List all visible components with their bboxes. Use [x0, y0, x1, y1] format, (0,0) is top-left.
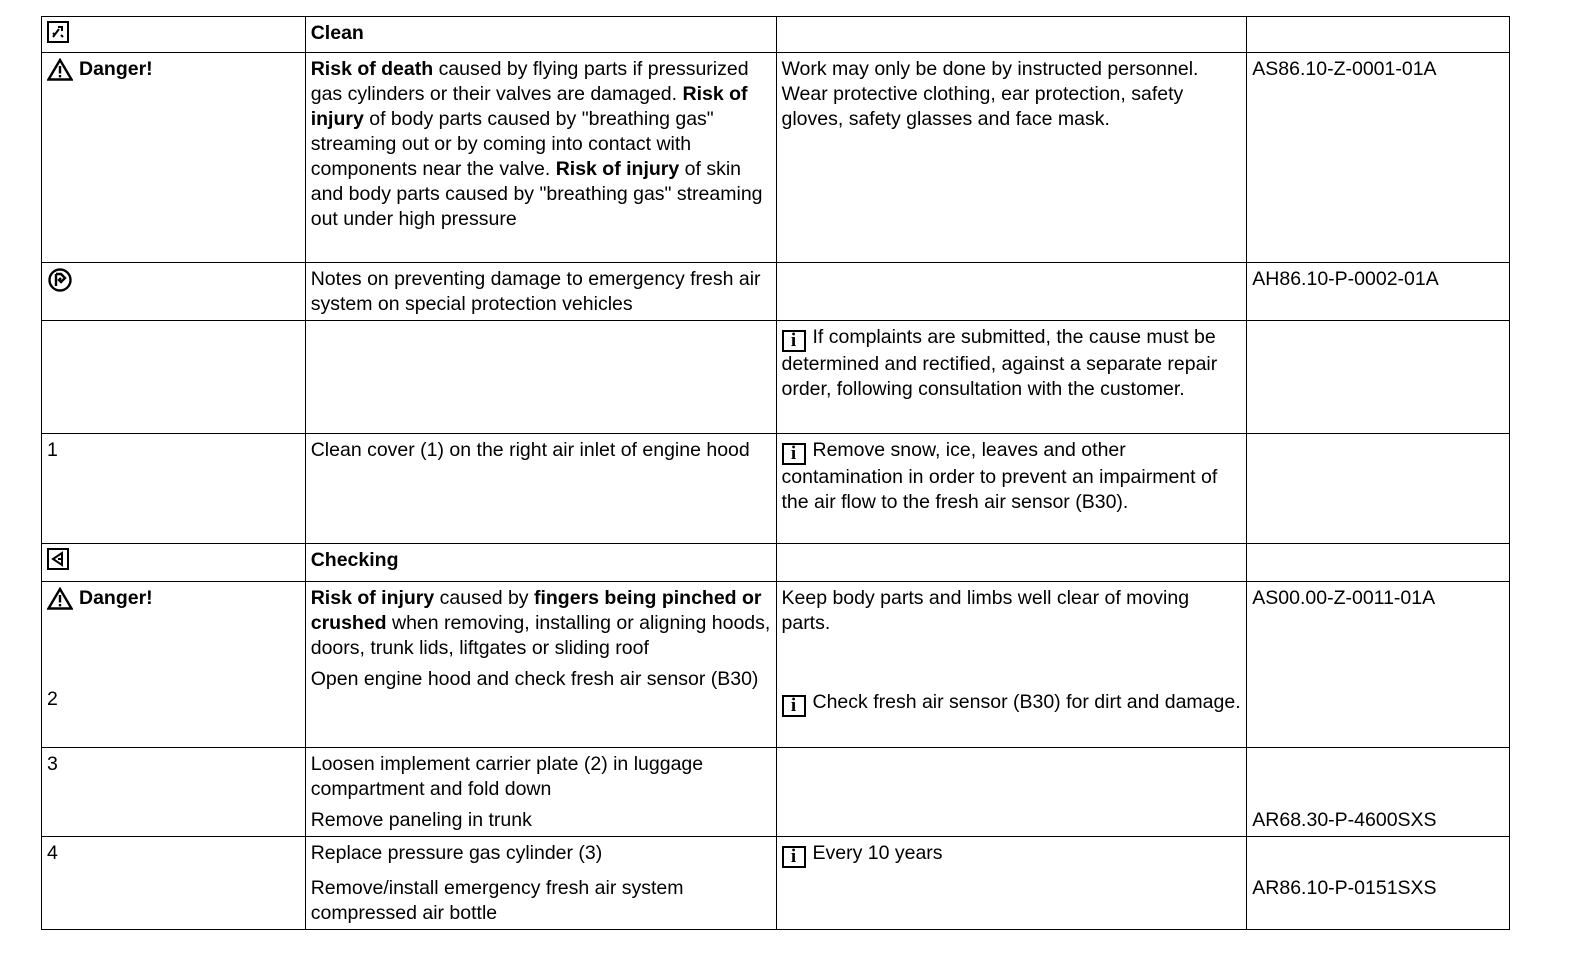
reference-code: AR86.10-P-0151SXS — [1252, 877, 1437, 899]
risk-text: Risk of death caused by flying parts if pressurized gas cylinders or their valves are damaged. Risk of injury of body parts caused by "breathing gas" streaming out or by coming into contact with components near the valve. Risk of injury of skin and body parts caused by "breathing gas" streaming out under high pressure — [305, 53, 776, 263]
measures-text: Keep body parts and limbs well clear of moving parts. — [781, 587, 1190, 634]
info-icon: i — [782, 695, 806, 717]
step-text: Open engine hood and check fresh air sensor (B30) — [310, 668, 759, 690]
step-number: 4 — [42, 837, 306, 930]
table-row — [42, 837, 1510, 930]
info-icon: i — [782, 330, 806, 352]
step-text: Replace pressure gas cylinder (3) — [310, 842, 603, 864]
tools-icon — [47, 21, 69, 43]
table-row — [42, 263, 1510, 321]
table-row — [42, 321, 1510, 434]
info-icon: i — [782, 443, 806, 465]
info-text: i Every 10 years — [776, 837, 1247, 930]
danger-label: Danger! — [79, 587, 153, 609]
danger-label: Danger! — [79, 58, 153, 80]
note-text: Notes on preventing damage to emergency fresh air system on special protection vehicles — [305, 263, 776, 321]
row-icon-cell — [42, 17, 306, 53]
danger-label-cell — [42, 53, 306, 263]
table-row — [42, 53, 1510, 263]
section-title: Checking — [305, 544, 776, 582]
reference-code: AH86.10-P-0002-01A — [1247, 263, 1510, 321]
table-row — [42, 17, 1510, 53]
check-icon — [47, 548, 69, 570]
info-text: i Remove snow, ice, leaves and other contamination in order to prevent an impairment of the air flow to the fresh air sensor (B30). — [776, 434, 1247, 544]
warning-triangle-icon — [47, 58, 73, 81]
step-text: Loosen implement carrier plate (2) in luggage compartment and fold down — [310, 753, 704, 800]
table-row — [42, 582, 1510, 748]
info-text: i Check fresh air sensor (B30) for dirt and damage. — [782, 690, 1242, 717]
damage-note-icon — [47, 267, 73, 293]
section-title: Clean — [305, 17, 776, 53]
step-text: Remove/install emergency fresh air system compressed air bottle — [310, 877, 684, 924]
step-number: 2 — [47, 688, 58, 710]
procedure-table — [41, 16, 1510, 930]
reference-code: AR68.30-P-4600SXS — [1252, 809, 1437, 831]
step-text: Clean cover (1) on the right air inlet of engine hood — [305, 434, 776, 544]
step-text: Remove paneling in trunk — [310, 809, 532, 831]
reference-code: AS00.00-Z-0011-01A — [1247, 582, 1510, 748]
measures-text: Work may only be done by instructed personnel. Wear protective clothing, ear protection, safety gloves, safety glasses and face mask. — [776, 53, 1247, 263]
info-icon: i — [782, 846, 806, 868]
info-text: i If complaints are submitted, the cause must be determined and rectified, against a separate repair order, following consultation with the customer. — [776, 321, 1247, 434]
warning-triangle-icon — [47, 587, 73, 610]
step-number: 1 — [42, 434, 306, 544]
reference-code: AS86.10-Z-0001-01A — [1247, 53, 1510, 263]
table-row — [42, 748, 1510, 837]
table-row — [42, 544, 1510, 582]
table-row — [42, 434, 1510, 544]
risk-text: Risk of injury caused by fingers being pinched or crushed when removing, installing or aligning hoods, doors, trunk lids, liftgates or sliding roof — [310, 587, 771, 659]
step-number: 3 — [42, 748, 306, 837]
